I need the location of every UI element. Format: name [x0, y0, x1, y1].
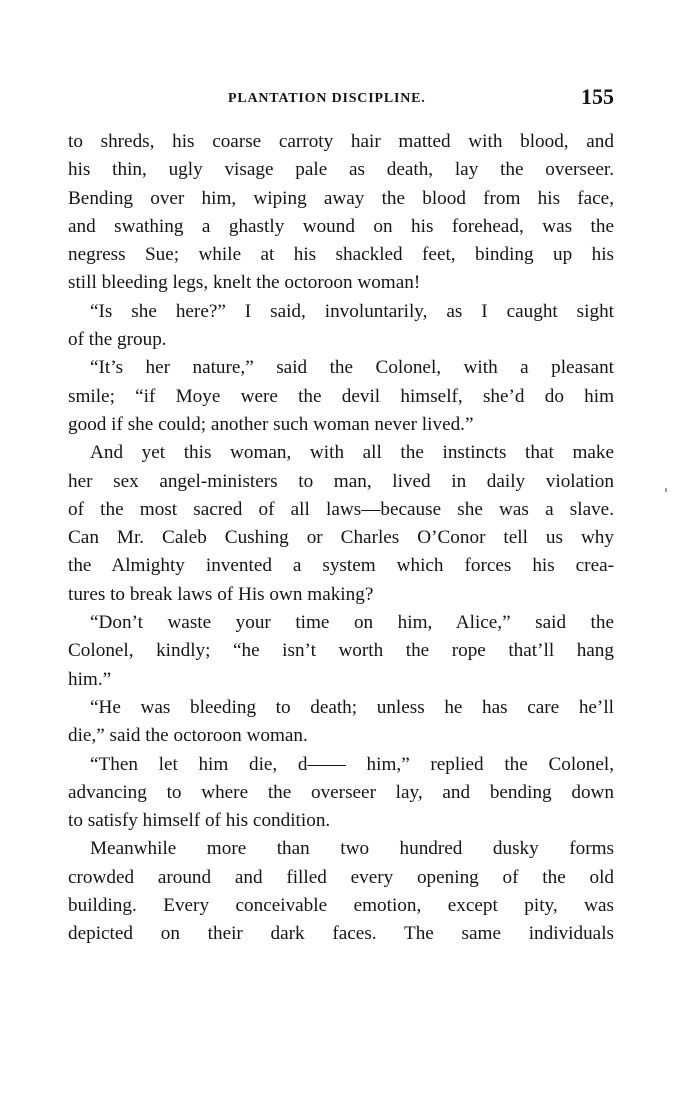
scan-speck: [665, 488, 667, 492]
text-line: building. Every conceivable emotion, except pity, was: [68, 895, 614, 917]
text-line: “Is she here?” I said, involuntarily, as I caught sight: [90, 300, 614, 322]
text-line: good if she could; another such woman never lived.”: [68, 413, 474, 435]
page-number: 155: [581, 84, 614, 109]
text-line: And yet this woman, with all the instincts that make: [90, 442, 614, 464]
text-line: to shreds, his coarse carroty hair matted with blood, and: [68, 131, 614, 152]
text-line: Can Mr. Caleb Cushing or Charles O’Conor tell us why: [68, 527, 614, 549]
text-line: and swathing a ghastly wound on his forehead, was the: [68, 215, 614, 237]
body-text: [68, 128, 614, 949]
text-line: to satisfy himself of his condition.: [68, 810, 331, 832]
text-line: of the most sacred of all laws—because she was a slave.: [68, 498, 614, 520]
text-line: “Then let him die, d—— him,” replied the Colonel,: [90, 753, 614, 775]
running-head: [68, 84, 614, 114]
text-line: smile; “if Moye were the devil himself, she’d do him: [68, 385, 614, 407]
text-line: die,” said the octoroon woman.: [68, 725, 308, 747]
running-title: PLANTATION DISCIPLINE.: [228, 91, 426, 106]
text-line: her sex angel-ministers to man, lived in daily violation: [68, 470, 614, 492]
text-line: negress Sue; while at his shackled feet, binding up his: [68, 244, 614, 266]
text-line: tures to break laws of His own making?: [68, 583, 374, 605]
text-line: depicted on their dark faces. The same individuals: [68, 923, 614, 945]
text-line: “It’s her nature,” said the Colonel, with a pleasant: [90, 357, 614, 379]
text-line: him.”: [68, 668, 112, 690]
text-line: still bleeding legs, knelt the octoroon woman!: [68, 272, 421, 294]
text-line: “Don’t waste your time on him, Alice,” said the: [90, 612, 614, 634]
text-line: Meanwhile more than two hundred dusky forms: [90, 838, 614, 860]
text-line: Bending over him, wiping away the blood from his face,: [68, 187, 614, 209]
text-line: crowded around and filled every opening of the old: [68, 866, 614, 888]
text-line: his thin, ugly visage pale as death, lay the overseer.: [68, 159, 614, 181]
text-line: the Almighty invented a system which forces his crea-: [68, 555, 614, 577]
text-line: “He was bleeding to death; unless he has care he’ll: [90, 696, 614, 718]
text-line: of the group.: [68, 329, 167, 351]
text-line: Colonel, kindly; “he isn’t worth the rope that’ll hang: [68, 640, 614, 662]
text-line: advancing to where the overseer lay, and bending down: [68, 781, 614, 803]
